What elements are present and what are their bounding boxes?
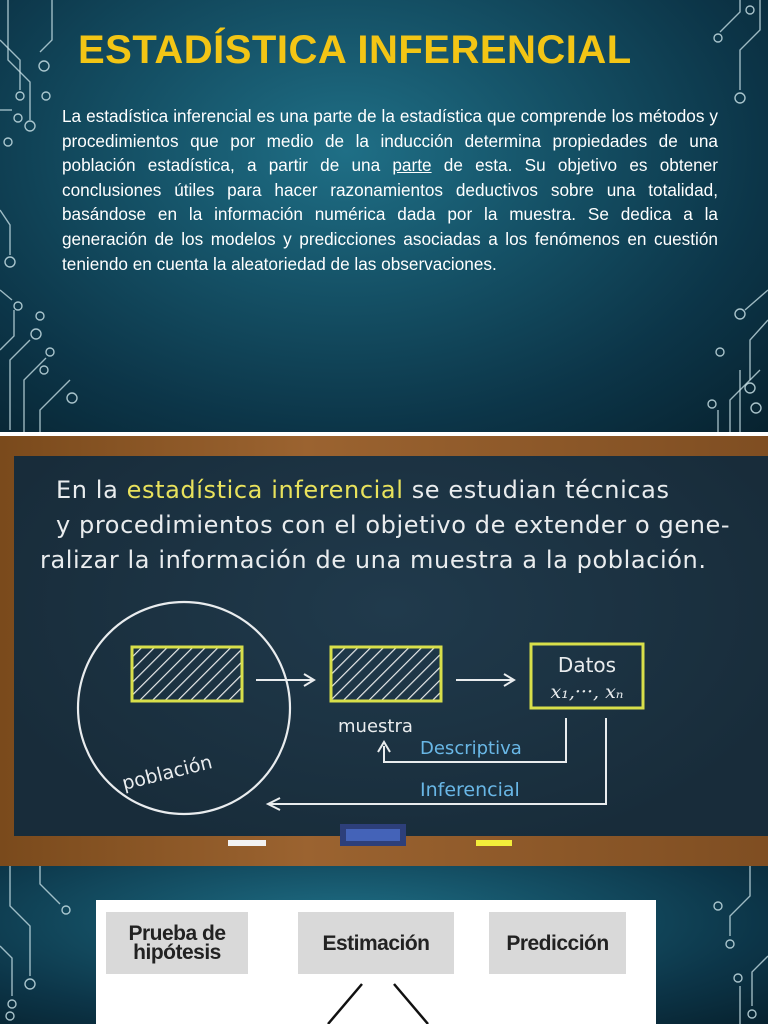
paragraph-text-end: de esta. Su objetivo es obtener conclusiones útiles para hacer razonamientos deductivos sobre una totalidad, basándose en la información numérica dada por la muestra. Se dedica a la generación de los modelos y predicciones asociadas a los fenómenos en cuestión teniendo en cuenta la aleatoriedad de las observaciones. bbox=[62, 155, 718, 274]
paragraph-text-start: La estadística inferencial es una parte de la estadística que comprende los métodos y procedimientos que por medio de la inducción determina propiedades de una población estadística, a partir de una bbox=[62, 106, 718, 176]
slide-top bbox=[0, 0, 768, 432]
box-prediccion: Predicción bbox=[489, 912, 626, 974]
population-sample-box bbox=[132, 647, 242, 701]
intro-paragraph bbox=[62, 104, 718, 276]
population-circle bbox=[78, 602, 290, 814]
slide-title: ESTADÍSTICA INFERENCIAL bbox=[78, 28, 632, 72]
highlight-inferencial: inferencial bbox=[271, 476, 404, 504]
muestra-label: muestra bbox=[338, 716, 413, 737]
inference-diagram bbox=[0, 432, 768, 866]
chalkboard-image bbox=[0, 432, 768, 866]
box-prueba-hipotesis: Prueba de hipótesis bbox=[106, 912, 248, 974]
descriptiva-label: Descriptiva bbox=[420, 738, 522, 759]
methods-panel bbox=[96, 900, 656, 1024]
poblacion-label: población bbox=[119, 751, 215, 795]
box-estimacion: Estimación bbox=[298, 912, 454, 974]
highlight-estadistica: estadística bbox=[126, 476, 263, 504]
datos-label: Datos bbox=[557, 653, 617, 677]
slide-bottom bbox=[0, 866, 768, 1024]
chalk-white bbox=[228, 840, 266, 846]
inferencial-label: Inferencial bbox=[420, 779, 520, 801]
x-values-label: x₁,···, xₙ bbox=[550, 681, 624, 703]
chalk-line-2: y procedimientos con el objetivo de extender o gene- bbox=[56, 511, 731, 539]
sample-box bbox=[331, 647, 441, 701]
chalk-line-3: ralizar la información de una muestra a la población. bbox=[40, 546, 707, 574]
chalk-yellow bbox=[476, 840, 512, 846]
tree-connector bbox=[96, 900, 656, 1024]
chalk-line-1: En la estadística inferencial se estudian técnicas bbox=[56, 476, 670, 504]
paragraph-underlined-word: parte bbox=[392, 155, 432, 176]
